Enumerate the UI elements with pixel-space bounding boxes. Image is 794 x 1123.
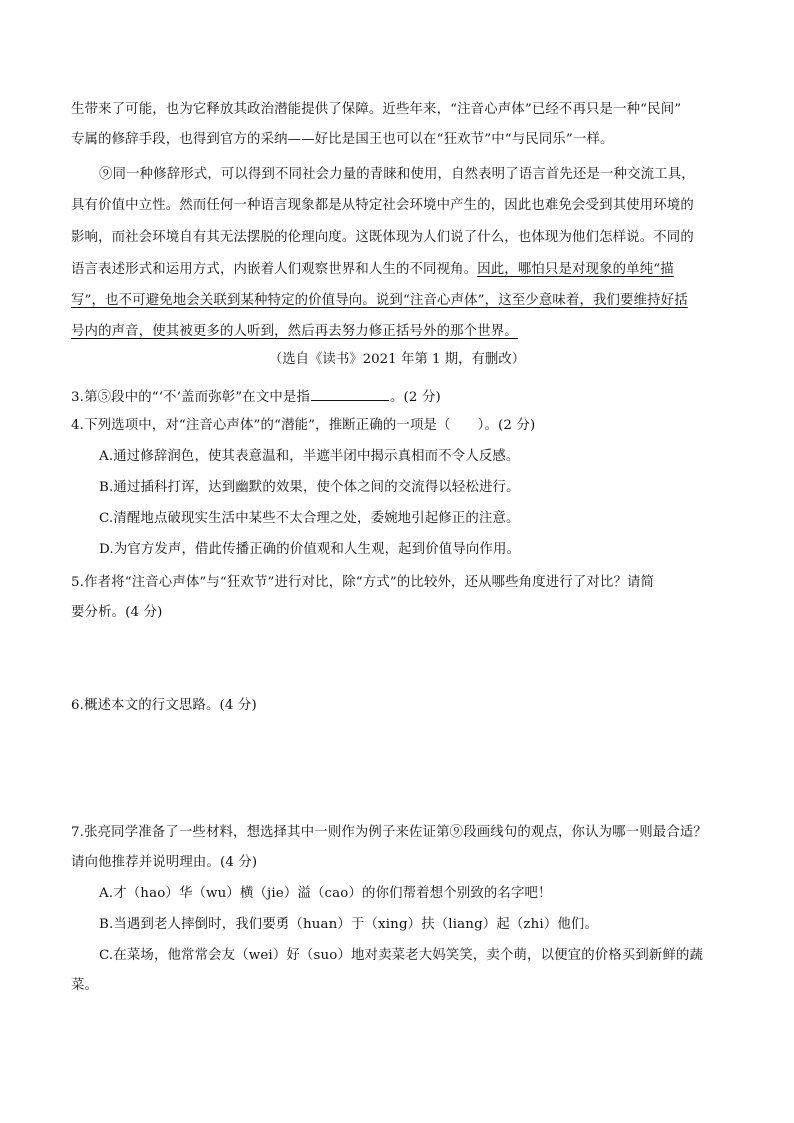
passage-line: 专属的修辞手段，也得到官方的采纳——好比是国王也可以在“狂欢节”中“与民同乐”一样。	[71, 132, 614, 147]
question-3	[71, 386, 723, 408]
option-a: A.通过修辞润色，使其表意温和，半遮半闭中揭示真相而不令人反感。	[99, 449, 520, 464]
source-citation: （选自《读书》2021 年第 1 期，有删改）	[268, 352, 526, 367]
passage-plain-text: 语言表述形式和运用方式，内嵌着人们观察世界和人生的不同视角。	[71, 262, 478, 277]
passage-line	[71, 260, 723, 280]
option-d: D.为官方发声，借此传播正确的价值观和人生观，起到价值导向作用。	[99, 542, 521, 557]
passage-line	[71, 322, 723, 342]
option-a: A.才（hao）华（wu）横（jie）溢（cao）的你们帮着想个别致的名字吧！	[99, 886, 552, 901]
underlined-sentence: 写”，也不可避免地会关联到某种特定的价值导向。说到“注音心声体”，这至少意味着，我们要维持好括	[71, 293, 688, 308]
question-text: 3.第⑤段中的“‘不’盖而弥彰”在文中是指	[71, 390, 310, 405]
question-7: 7.张亮同学准备了一些材料，想选择其中一则作为例子来佐证第⑨段画线句的观点，你认为哪一则最合适？	[71, 825, 707, 840]
paragraph-9-start: ⑨同一种修辞形式，可以得到不同社会力量的青睐和使用，自然表明了语言首先还是一种交流工具，	[99, 167, 695, 182]
option-b: B.当遇到老人摔倒时，我们要勇（huan）于（xing）扶（liang）起（zhi）他们。	[99, 917, 598, 932]
underlined-sentence: 因此，哪怕只是对现象的单纯“描	[477, 262, 674, 277]
question-6: 6.概述本文的行文思路。(4 分)	[71, 698, 257, 713]
option-c: C.清醒地点破现实生活中某些不太合理之处，委婉地引起修正的注意。	[99, 511, 520, 526]
question-5: 5.作者将“注音心声体”与“狂欢节”进行对比，除“方式”的比较外，还从哪些角度进行了对比？请简	[71, 575, 655, 590]
underlined-sentence: 号内的声音，使其被更多的人听到，然后再去努力修正括号外的那个世界。	[71, 324, 518, 339]
passage-line: 具有价值中立性。然而任何一种语言现象都是从特定社会环境中产生的，因此也难免会受到其使用环境的	[71, 198, 694, 213]
option-c-cont: 菜。	[71, 978, 99, 993]
passage-line: 影响，而社会环境自有其无法摆脱的伦理向度。这既体现为人们说了什么，也体现为他们怎样说。不同的	[71, 230, 694, 245]
question-4: 4.下列选项中，对“注音心声体”的“潜能”，推断正确的一项是（ ）。(2 分)	[71, 418, 536, 433]
question-score: 。(2 分)	[390, 390, 441, 405]
answer-blank[interactable]	[311, 386, 389, 401]
question-5-cont: 要分析。(4 分)	[71, 605, 163, 620]
option-b: B.通过插科打诨，达到幽默的效果，使个体之间的交流得以轻松进行。	[99, 480, 520, 495]
passage-line: 生带来了可能，也为它释放其政治潜能提供了保障。近些年来，“注音心声体”已经不再只是一种“民间”	[71, 102, 682, 117]
option-c: C.在菜场，他常常会友（wei）好（suo）地对卖菜老大妈笑笑，卖个萌，以便宜的价格买到新鲜的蔬	[99, 948, 704, 963]
question-7-cont: 请向他推荐并说明理由。(4 分)	[71, 855, 258, 870]
